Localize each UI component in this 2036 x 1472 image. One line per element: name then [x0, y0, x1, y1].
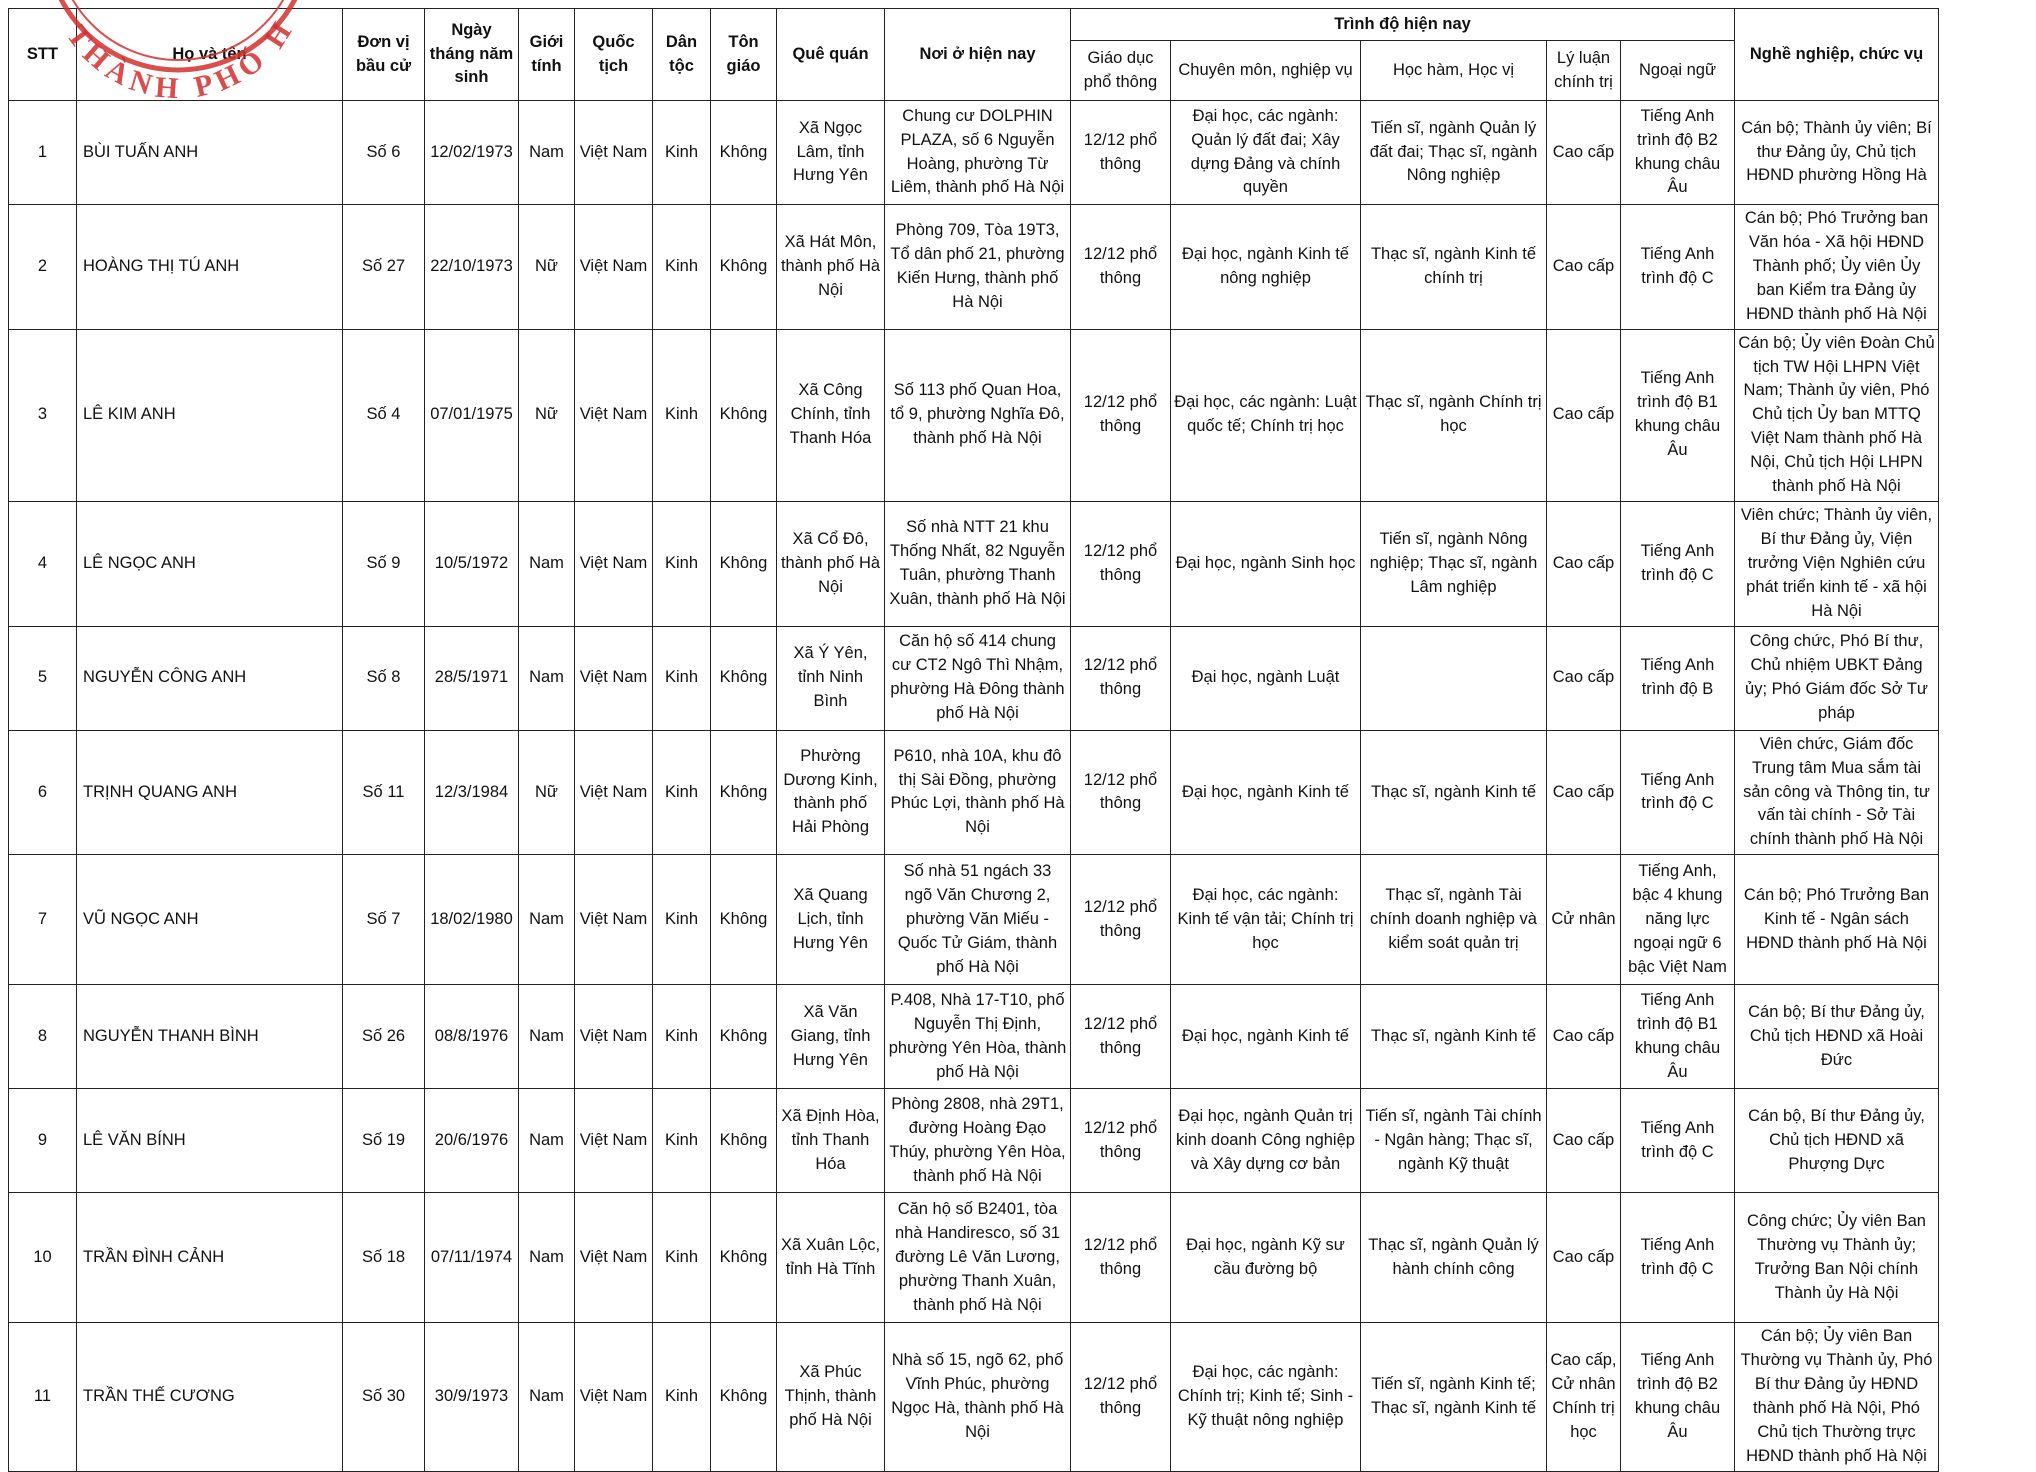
cell-unit: Số 4 — [343, 329, 425, 501]
cell-unit: Số 19 — [343, 1089, 425, 1193]
cell-name: NGUYỄN CÔNG ANH — [77, 626, 343, 730]
cell-language: Tiếng Anh trình độ C — [1621, 1193, 1735, 1323]
header-gender: Giới tính — [519, 9, 575, 101]
cell-stt: 3 — [9, 329, 77, 501]
cell-political: Cao cấp — [1547, 101, 1621, 205]
cell-name: HOÀNG THỊ TÚ ANH — [77, 205, 343, 330]
cell-gender: Nam — [519, 101, 575, 205]
cell-religion: Không — [711, 1323, 777, 1472]
cell-general-edu: 12/12 phổ thông — [1071, 1193, 1171, 1323]
cell-general-edu: 12/12 phổ thông — [1071, 1323, 1171, 1472]
cell-stt: 11 — [9, 1323, 77, 1472]
cell-stt: 6 — [9, 730, 77, 855]
cell-residence: Số 113 phố Quan Hoa, tổ 9, phường Nghĩa Đô, thành phố Hà Nội — [885, 329, 1071, 501]
cell-nationality: Việt Nam — [575, 101, 653, 205]
cell-political: Cao cấp — [1547, 329, 1621, 501]
cell-ethnic: Kinh — [653, 1193, 711, 1323]
table-row — [9, 626, 1939, 730]
cell-religion: Không — [711, 101, 777, 205]
cell-dob: 08/8/1976 — [425, 985, 519, 1089]
cell-dob: 07/01/1975 — [425, 329, 519, 501]
cell-unit: Số 6 — [343, 101, 425, 205]
cell-degree: Tiến sĩ, ngành Tài chính - Ngân hàng; Thạc sĩ, ngành Kỹ thuật — [1361, 1089, 1547, 1193]
cell-degree: Thạc sĩ, ngành Chính trị học — [1361, 329, 1547, 501]
cell-residence: P610, nhà 10A, khu đô thị Sài Đồng, phường Phúc Lợi, thành phố Hà Nội — [885, 730, 1071, 855]
cell-unit: Số 11 — [343, 730, 425, 855]
header-residence: Nơi ở hiện nay — [885, 9, 1071, 101]
cell-dob: 10/5/1972 — [425, 502, 519, 627]
candidate-table — [8, 8, 1939, 1472]
cell-ethnic: Kinh — [653, 1089, 711, 1193]
cell-occupation: Cán bộ; Thành ủy viên; Bí thư Đảng ủy, Chủ tịch HĐND phường Hồng Hà — [1735, 101, 1939, 205]
cell-specialty: Đại học, ngành Quản trị kinh doanh Công nghiệp và Xây dựng cơ bản — [1171, 1089, 1361, 1193]
header-religion: Tôn giáo — [711, 9, 777, 101]
cell-name: VŨ NGỌC ANH — [77, 855, 343, 985]
cell-occupation: Cán bộ; Ủy viên Ban Thường vụ Thành ủy, Phó Bí thư Đảng ủy HĐND thành phố Hà Nội, Phó Chủ tịch Thường trực HĐND thành phố Hà Nội — [1735, 1323, 1939, 1472]
cell-political: Cao cấp — [1547, 1193, 1621, 1323]
cell-nationality: Việt Nam — [575, 1323, 653, 1472]
cell-degree: Thạc sĩ, ngành Tài chính doanh nghiệp và kiểm soát quản trị — [1361, 855, 1547, 985]
cell-political: Cao cấp, Cử nhân Chính trị học — [1547, 1323, 1621, 1472]
cell-name: TRẦN THẾ CƯƠNG — [77, 1323, 343, 1472]
cell-ethnic: Kinh — [653, 626, 711, 730]
cell-gender: Nữ — [519, 329, 575, 501]
cell-dob: 28/5/1971 — [425, 626, 519, 730]
cell-occupation: Viên chức; Thành ủy viên, Bí thư Đảng ủy, Viện trưởng Viện Nghiên cứu phát triển kinh tế - xã hội Hà Nội — [1735, 502, 1939, 627]
cell-name: TRẦN ĐÌNH CẢNH — [77, 1193, 343, 1323]
header-occupation: Nghề nghiệp, chức vụ — [1735, 9, 1939, 101]
cell-degree: Thạc sĩ, ngành Kinh tế — [1361, 985, 1547, 1089]
cell-language: Tiếng Anh trình độ C — [1621, 730, 1735, 855]
cell-degree: Tiến sĩ, ngành Kinh tế; Thạc sĩ, ngành Kinh tế — [1361, 1323, 1547, 1472]
seal-text: THÀNH PHỐ H — [60, 11, 302, 98]
cell-specialty: Đại học, ngành Kinh tế — [1171, 985, 1361, 1089]
cell-unit: Số 30 — [343, 1323, 425, 1472]
cell-general-edu: 12/12 phổ thông — [1071, 626, 1171, 730]
cell-specialty: Đại học, các ngành: Kinh tế vận tải; Chính trị học — [1171, 855, 1361, 985]
cell-ethnic: Kinh — [653, 502, 711, 627]
cell-degree: Thạc sĩ, ngành Kinh tế chính trị — [1361, 205, 1547, 330]
cell-nationality: Việt Nam — [575, 1193, 653, 1323]
cell-gender: Nam — [519, 1193, 575, 1323]
cell-specialty: Đại học, các ngành: Chính trị; Kinh tế; Sinh - Kỹ thuật nông nghiệp — [1171, 1323, 1361, 1472]
cell-stt: 7 — [9, 855, 77, 985]
cell-name: LÊ VĂN BÍNH — [77, 1089, 343, 1193]
cell-name: NGUYỄN THANH BÌNH — [77, 985, 343, 1089]
cell-language: Tiếng Anh trình độ B — [1621, 626, 1735, 730]
cell-occupation: Cán bộ; Phó Trưởng Ban Kinh tế - Ngân sách HĐND thành phố Hà Nội — [1735, 855, 1939, 985]
cell-religion: Không — [711, 1193, 777, 1323]
cell-name: BÙI TUẤN ANH — [77, 101, 343, 205]
cell-language: Tiếng Anh trình độ C — [1621, 502, 1735, 627]
cell-specialty: Đại học, ngành Luật — [1171, 626, 1361, 730]
cell-occupation: Viên chức, Giám đốc Trung tâm Mua sắm tài sản công và Thông tin, tư vấn tài chính - Sở Tài chính thành phố Hà Nội — [1735, 730, 1939, 855]
cell-residence: Số nhà 51 ngách 33 ngõ Văn Chương 2, phường Văn Miếu - Quốc Tử Giám, thành phố Hà Nội — [885, 855, 1071, 985]
cell-political: Cao cấp — [1547, 985, 1621, 1089]
cell-general-edu: 12/12 phổ thông — [1071, 855, 1171, 985]
cell-general-edu: 12/12 phổ thông — [1071, 985, 1171, 1089]
cell-gender: Nữ — [519, 730, 575, 855]
header-level-group: Trình độ hiện nay — [1071, 9, 1735, 41]
cell-hometown: Xã Văn Giang, tỉnh Hưng Yên — [777, 985, 885, 1089]
cell-dob: 18/02/1980 — [425, 855, 519, 985]
header-name: Họ và tên — [77, 9, 343, 101]
cell-specialty: Đại học, các ngành: Quản lý đất đai; Xây dựng Đảng và chính quyền — [1171, 101, 1361, 205]
header-hometown: Quê quán — [777, 9, 885, 101]
cell-nationality: Việt Nam — [575, 205, 653, 330]
cell-language: Tiếng Anh trình độ C — [1621, 1089, 1735, 1193]
cell-specialty: Đại học, ngành Sinh học — [1171, 502, 1361, 627]
header-ethnic: Dân tộc — [653, 9, 711, 101]
cell-hometown: Xã Cổ Đô, thành phố Hà Nội — [777, 502, 885, 627]
table-row — [9, 205, 1939, 330]
cell-nationality: Việt Nam — [575, 626, 653, 730]
header-language: Ngoại ngữ — [1621, 41, 1735, 101]
cell-degree: Tiến sĩ, ngành Quản lý đất đai; Thạc sĩ, ngành Nông nghiệp — [1361, 101, 1547, 205]
header-dob: Ngày tháng năm sinh — [425, 9, 519, 101]
cell-ethnic: Kinh — [653, 730, 711, 855]
cell-dob: 20/6/1976 — [425, 1089, 519, 1193]
cell-hometown: Xã Hát Môn, thành phố Hà Nội — [777, 205, 885, 330]
header-specialty: Chuyên môn, nghiệp vụ — [1171, 41, 1361, 101]
cell-political: Cao cấp — [1547, 1089, 1621, 1193]
cell-general-edu: 12/12 phổ thông — [1071, 101, 1171, 205]
candidate-table-sheet — [8, 8, 1939, 1472]
cell-occupation: Cán bộ; Phó Trưởng ban Văn hóa - Xã hội HĐND Thành phố; Ủy viên Ủy ban Kiểm tra Đảng ủy HĐND thành phố Hà Nội — [1735, 205, 1939, 330]
cell-gender: Nam — [519, 1323, 575, 1472]
cell-dob: 30/9/1973 — [425, 1323, 519, 1472]
cell-language: Tiếng Anh, bậc 4 khung năng lực ngoại ngữ 6 bậc Việt Nam — [1621, 855, 1735, 985]
cell-stt: 1 — [9, 101, 77, 205]
cell-nationality: Việt Nam — [575, 855, 653, 985]
cell-hometown: Xã Định Hòa, tỉnh Thanh Hóa — [777, 1089, 885, 1193]
cell-unit: Số 7 — [343, 855, 425, 985]
cell-occupation: Công chức, Phó Bí thư, Chủ nhiệm UBKT Đảng ủy; Phó Giám đốc Sở Tư pháp — [1735, 626, 1939, 730]
cell-gender: Nam — [519, 626, 575, 730]
cell-religion: Không — [711, 626, 777, 730]
cell-ethnic: Kinh — [653, 985, 711, 1089]
cell-gender: Nam — [519, 855, 575, 985]
cell-general-edu: 12/12 phổ thông — [1071, 1089, 1171, 1193]
cell-ethnic: Kinh — [653, 1323, 711, 1472]
cell-nationality: Việt Nam — [575, 985, 653, 1089]
cell-degree: Thạc sĩ, ngành Kinh tế — [1361, 730, 1547, 855]
cell-stt: 9 — [9, 1089, 77, 1193]
cell-stt: 8 — [9, 985, 77, 1089]
cell-dob: 22/10/1973 — [425, 205, 519, 330]
cell-general-edu: 12/12 phổ thông — [1071, 329, 1171, 501]
cell-stt: 5 — [9, 626, 77, 730]
cell-degree: Thạc sĩ, ngành Quản lý hành chính công — [1361, 1193, 1547, 1323]
cell-nationality: Việt Nam — [575, 329, 653, 501]
table-row — [9, 855, 1939, 985]
header-stt: STT — [9, 9, 77, 101]
table-row — [9, 1323, 1939, 1472]
cell-ethnic: Kinh — [653, 329, 711, 501]
cell-residence: P.408, Nhà 17-T10, phố Nguyễn Thị Định, phường Yên Hòa, thành phố Hà Nội — [885, 985, 1071, 1089]
cell-hometown: Xã Phúc Thịnh, thành phố Hà Nội — [777, 1323, 885, 1472]
cell-hometown: Xã Ý Yên, tỉnh Ninh Bình — [777, 626, 885, 730]
cell-degree — [1361, 626, 1547, 730]
candidate-table-body — [9, 101, 1939, 1472]
cell-stt: 10 — [9, 1193, 77, 1323]
table-row — [9, 329, 1939, 501]
cell-language: Tiếng Anh trình độ B1 khung châu Âu — [1621, 329, 1735, 501]
cell-nationality: Việt Nam — [575, 730, 653, 855]
cell-residence: Số nhà NTT 21 khu Thống Nhất, 82 Nguyễn Tuân, phường Thanh Xuân, thành phố Hà Nội — [885, 502, 1071, 627]
cell-religion: Không — [711, 855, 777, 985]
cell-residence: Phòng 709, Tòa 19T3, Tổ dân phố 21, phường Kiến Hưng, thành phố Hà Nội — [885, 205, 1071, 330]
cell-political: Cử nhân — [1547, 855, 1621, 985]
cell-general-edu: 12/12 phổ thông — [1071, 730, 1171, 855]
table-row — [9, 1193, 1939, 1323]
cell-specialty: Đại học, ngành Kinh tế nông nghiệp — [1171, 205, 1361, 330]
cell-religion: Không — [711, 985, 777, 1089]
cell-language: Tiếng Anh trình độ B2 khung châu Âu — [1621, 1323, 1735, 1472]
cell-language: Tiếng Anh trình độ B1 khung châu Âu — [1621, 985, 1735, 1089]
cell-unit: Số 26 — [343, 985, 425, 1089]
cell-political: Cao cấp — [1547, 730, 1621, 855]
cell-specialty: Đại học, các ngành: Luật quốc tế; Chính trị học — [1171, 329, 1361, 501]
cell-religion: Không — [711, 329, 777, 501]
cell-language: Tiếng Anh trình độ C — [1621, 205, 1735, 330]
cell-unit: Số 27 — [343, 205, 425, 330]
cell-language: Tiếng Anh trình độ B2 khung châu Âu — [1621, 101, 1735, 205]
header-general-edu: Giáo dục phổ thông — [1071, 41, 1171, 101]
cell-name: TRỊNH QUANG ANH — [77, 730, 343, 855]
cell-stt: 2 — [9, 205, 77, 330]
cell-residence: Căn hộ số B2401, tòa nhà Handiresco, số 31 đường Lê Văn Lương, phường Thanh Xuân, thành phố Hà Nội — [885, 1193, 1071, 1323]
cell-residence: Nhà số 15, ngõ 62, phố Vĩnh Phúc, phường Ngọc Hà, thành phố Hà Nội — [885, 1323, 1071, 1472]
cell-nationality: Việt Nam — [575, 502, 653, 627]
cell-religion: Không — [711, 1089, 777, 1193]
cell-specialty: Đại học, ngành Kinh tế — [1171, 730, 1361, 855]
cell-hometown: Xã Công Chính, tỉnh Thanh Hóa — [777, 329, 885, 501]
cell-residence: Phòng 2808, nhà 29T1, đường Hoàng Đạo Thúy, phường Yên Hòa, thành phố Hà Nội — [885, 1089, 1071, 1193]
header-unit: Đơn vị bầu cử — [343, 9, 425, 101]
cell-gender: Nam — [519, 1089, 575, 1193]
header-nationality: Quốc tịch — [575, 9, 653, 101]
table-row — [9, 101, 1939, 205]
cell-name: LÊ KIM ANH — [77, 329, 343, 501]
cell-dob: 12/3/1984 — [425, 730, 519, 855]
cell-occupation: Cán bộ, Bí thư Đảng ủy, Chủ tịch HĐND xã Phượng Dực — [1735, 1089, 1939, 1193]
cell-dob: 07/11/1974 — [425, 1193, 519, 1323]
cell-ethnic: Kinh — [653, 855, 711, 985]
cell-name: LÊ NGỌC ANH — [77, 502, 343, 627]
cell-gender: Nam — [519, 502, 575, 627]
cell-gender: Nữ — [519, 205, 575, 330]
cell-occupation: Công chức; Ủy viên Ban Thường vụ Thành ủy; Trưởng Ban Nội chính Thành ủy Hà Nội — [1735, 1193, 1939, 1323]
cell-unit: Số 18 — [343, 1193, 425, 1323]
cell-political: Cao cấp — [1547, 205, 1621, 330]
cell-ethnic: Kinh — [653, 101, 711, 205]
cell-dob: 12/02/1973 — [425, 101, 519, 205]
cell-stt: 4 — [9, 502, 77, 627]
cell-political: Cao cấp — [1547, 502, 1621, 627]
cell-degree: Tiến sĩ, ngành Nông nghiệp; Thạc sĩ, ngành Lâm nghiệp — [1361, 502, 1547, 627]
header-degree: Học hàm, Học vị — [1361, 41, 1547, 101]
cell-hometown: Xã Quang Lịch, tỉnh Hưng Yên — [777, 855, 885, 985]
cell-religion: Không — [711, 502, 777, 627]
cell-specialty: Đại học, ngành Kỹ sư cầu đường bộ — [1171, 1193, 1361, 1323]
cell-residence: Chung cư DOLPHIN PLAZA, số 6 Nguyễn Hoàng, phường Từ Liêm, thành phố Hà Nội — [885, 101, 1071, 205]
cell-occupation: Cán bộ; Bí thư Đảng ủy, Chủ tịch HĐND xã Hoài Đức — [1735, 985, 1939, 1089]
cell-hometown: Xã Xuân Lộc, tỉnh Hà Tĩnh — [777, 1193, 885, 1323]
table-row — [9, 1089, 1939, 1193]
cell-religion: Không — [711, 730, 777, 855]
cell-political: Cao cấp — [1547, 626, 1621, 730]
cell-hometown: Xã Ngọc Lâm, tỉnh Hưng Yên — [777, 101, 885, 205]
cell-residence: Căn hộ số 414 chung cư CT2 Ngô Thì Nhậm, phường Hà Đông thành phố Hà Nội — [885, 626, 1071, 730]
cell-general-edu: 12/12 phổ thông — [1071, 502, 1171, 627]
cell-unit: Số 9 — [343, 502, 425, 627]
cell-occupation: Cán bộ; Ủy viên Đoàn Chủ tịch TW Hội LHPN Việt Nam; Thành ủy viên, Phó Chủ tịch Ủy ban MTTQ Việt Nam thành phố Hà Nội, Chủ tịch Hội LHPN thành phố Hà Nội — [1735, 329, 1939, 501]
cell-gender: Nam — [519, 985, 575, 1089]
cell-religion: Không — [711, 205, 777, 330]
cell-unit: Số 8 — [343, 626, 425, 730]
cell-nationality: Việt Nam — [575, 1089, 653, 1193]
table-row — [9, 502, 1939, 627]
cell-ethnic: Kinh — [653, 205, 711, 330]
cell-general-edu: 12/12 phổ thông — [1071, 205, 1171, 330]
table-row — [9, 985, 1939, 1089]
cell-hometown: Phường Dương Kinh, thành phố Hải Phòng — [777, 730, 885, 855]
table-row — [9, 730, 1939, 855]
header-political: Lý luận chính trị — [1547, 41, 1621, 101]
